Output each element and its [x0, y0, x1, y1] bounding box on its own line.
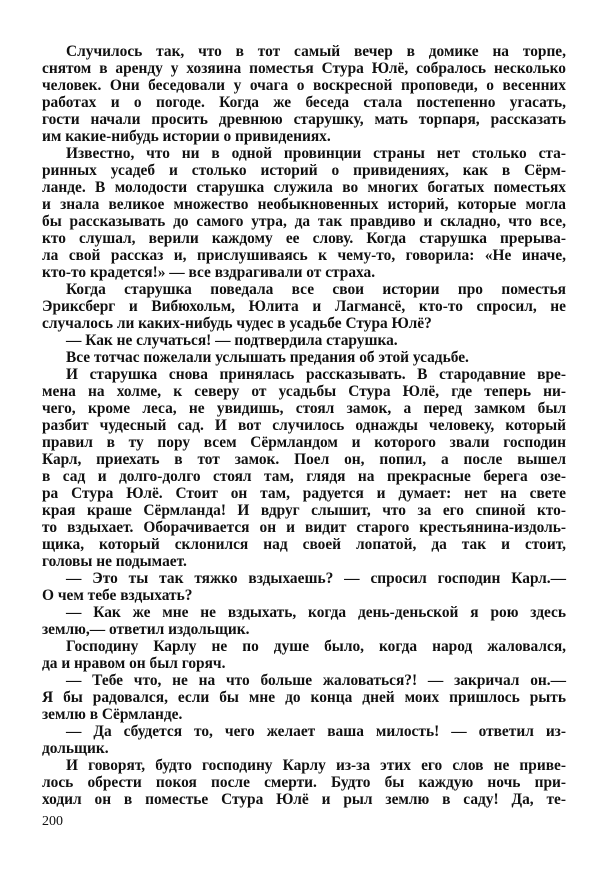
- text-line: кто-то крадется!» — все вздрагивали от страха.: [42, 264, 376, 281]
- text-line: мена на холме, к северу от усадьбы Стура Юлё, где теперь ни-: [42, 383, 566, 400]
- text-line: — Да сбудется то, чего желает ваша милость! — ответил из-: [66, 723, 566, 740]
- text-line: Когда старушка поведала все свои истории про поместья: [66, 281, 566, 298]
- text-line: дольщик.: [42, 740, 109, 757]
- text-line: И старушка снова принялась рассказывать. В стародавние вре-: [66, 366, 566, 383]
- text-line: то вздыхает. Оборачивается он и видит старого крестьянина-издоль-: [42, 519, 566, 536]
- text-line: ланде. В молодости старушка служила во многих богатых поместьях: [42, 179, 566, 196]
- text-line: Я бы радовался, если бы мне до конца дней моих пришлось рыть: [42, 689, 566, 706]
- book-page-text: [42, 43, 566, 808]
- text-line: Эриксберг и Вибюхольм, Юлита и Лагмансё, кто-то спросил, не: [42, 298, 566, 315]
- text-line: разбит чудесный сад. И вот случилось однажды человеку, который: [42, 417, 566, 434]
- text-line: правил в ту пору всем Сёрмландом и которого звали господин: [42, 434, 566, 451]
- text-line: ходил он в поместье Стура Юлё и рыл землю в саду! Да, те-: [42, 791, 566, 808]
- text-line: землю в Сёрмланде.: [42, 706, 183, 723]
- text-line: — Тебе что, не на что больше жаловаться?! — закричал он.—: [66, 672, 566, 689]
- text-line: Господину Карлу не по душе было, когда народ жаловался,: [66, 638, 566, 655]
- text-line: щика, который склонился над своей лопатой, да так и стоит,: [42, 536, 566, 553]
- text-line: бы рассказывать до самого утра, да так правдиво и складно, что все,: [42, 213, 566, 230]
- text-line: — Это ты так тяжко вздыхаешь? — спросил господин Карл.—: [66, 570, 566, 587]
- text-line: работах и о погоде. Когда же беседа стала постепенно угасать,: [42, 94, 566, 111]
- text-line: кто слушал, верили каждому ее слову. Когда старушка прерыва-: [42, 230, 566, 247]
- page-number: 200: [42, 814, 63, 829]
- text-line: снятом в аренду у хозяина поместья Стура Юлё, собралось несколько: [42, 60, 566, 77]
- text-line: — Как не случаться! — подтвердила старушка.: [66, 332, 398, 349]
- text-line: землю,— ответил издольщик.: [42, 621, 250, 638]
- text-line: Все тотчас пожелали услышать предания об этой усадьбе.: [66, 349, 469, 366]
- text-line: ринных усадеб и столько историй о привидениях, как в Сёрм-: [42, 162, 566, 179]
- text-line: да и нравом он был горяч.: [42, 655, 226, 672]
- text-line: ла свой рассказ и, прислушиваясь к чему-то, говорила: «Не иначе,: [42, 247, 566, 264]
- text-line: им какие-нибудь истории о привидениях.: [42, 128, 331, 145]
- text-line: чего, кроме леса, не увидишь, стоял замок, а перед замком был: [42, 400, 566, 417]
- text-line: случалось ли каких-нибудь чудес в усадьбе Стура Юлё?: [42, 315, 432, 332]
- text-line: головы не подымает.: [42, 553, 187, 570]
- text-line: края краше Сёрмланда! И вдруг слышит, что за его спиной кто-: [42, 502, 566, 519]
- text-line: человек. Они беседовали у очага о воскресной проповеди, о весенних: [42, 77, 566, 94]
- text-line: И говорят, будто господину Карлу из-за этих его слов не приве-: [66, 757, 566, 774]
- text-line: Карл, приехать в тот замок. Поел он, попил, а после вышел: [42, 451, 566, 468]
- text-line: Случилось так, что в тот самый вечер в домике на торпе,: [66, 43, 566, 60]
- text-line: О чем тебе вздыхать?: [42, 587, 193, 604]
- text-line: лось обрести покоя после смерти. Будто бы каждую ночь при-: [42, 774, 566, 791]
- text-line: Известно, что ни в одной провинции страны нет столько ста-: [66, 145, 566, 162]
- text-line: гости начали просить древнюю старушку, мать торпаря, рассказать: [42, 111, 566, 128]
- text-line: и знала великое множество необыкновенных историй, которые могла: [42, 196, 566, 213]
- text-line: — Как же мне не вздыхать, когда день-деньской я рою здесь: [66, 604, 566, 621]
- text-line: в сад и долго-долго стоял там, глядя на прекрасные берега озе-: [42, 468, 566, 485]
- text-line: ра Стура Юлё. Стоит он там, радуется и думает: нет на свете: [42, 485, 566, 502]
